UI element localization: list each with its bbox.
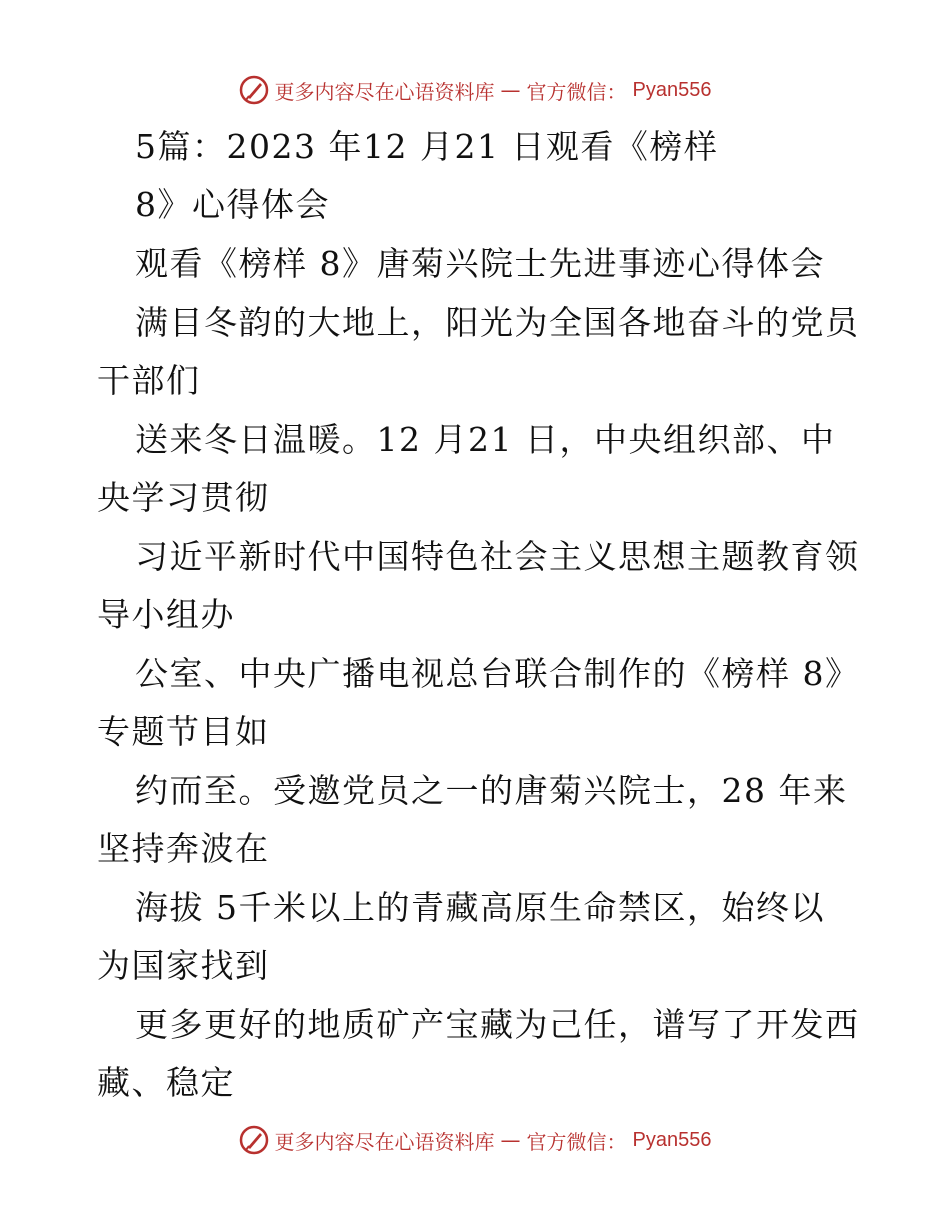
quill-logo-icon — [239, 75, 269, 105]
watermark-dash: — — [500, 78, 521, 102]
watermark-label: 官方微信： — [526, 79, 627, 104]
paragraph-line: 专题节目如 — [97, 712, 270, 751]
watermark-wechat-id: Pyan556 — [632, 1128, 712, 1151]
paragraph-line: 满目冬韵的大地上，阳光为全国各地奋斗的党员 — [135, 303, 860, 342]
paragraph-line: 送来冬日温暖。12 月21 日，中央组织部、中 — [135, 420, 836, 459]
watermark-text: 更多内容尽在心语资料库 — [274, 1129, 495, 1154]
paragraph-line: 约而至。受邀党员之一的唐菊兴院士，28 年来 — [135, 771, 848, 810]
paragraph-line: 干部们 — [97, 361, 201, 400]
watermark-dash: — — [500, 1128, 521, 1152]
paragraph-line: 海拔 5千米以上的青藏高原生命禁区，始终以 — [135, 888, 825, 927]
paragraph-line: 更多更好的地质矿产宝藏为己任，谱写了开发西 — [135, 1005, 860, 1044]
quill-logo-icon — [239, 1125, 269, 1155]
paragraph-line: 导小组办 — [97, 595, 235, 634]
paragraph-line: 央学习贯彻 — [97, 478, 270, 517]
watermark-label: 官方微信： — [526, 1129, 627, 1154]
paragraph-line: 习近平新时代中国特色社会主义思想主题教育领 — [135, 537, 860, 576]
paragraph-line: 为国家找到 — [97, 946, 270, 985]
document-subtitle: 观看《榜样 8》唐菊兴院士先进事迹心得体会 — [135, 244, 825, 283]
watermark-wechat-id: Pyan556 — [632, 78, 712, 101]
document-title-line-2: 8》心得体会 — [135, 185, 330, 224]
watermark-header — [0, 70, 950, 110]
paragraph-line: 坚持奔波在 — [97, 829, 270, 868]
paragraph-line: 公室、中央广播电视总台联合制作的《榜样 8》 — [135, 654, 860, 693]
document-title-line-1: 5篇：2023 年12 月21 日观看《榜样 — [135, 127, 719, 166]
watermark-footer — [0, 1120, 950, 1160]
paragraph-line: 藏、稳定 — [97, 1063, 235, 1102]
watermark-text: 更多内容尽在心语资料库 — [274, 79, 495, 104]
